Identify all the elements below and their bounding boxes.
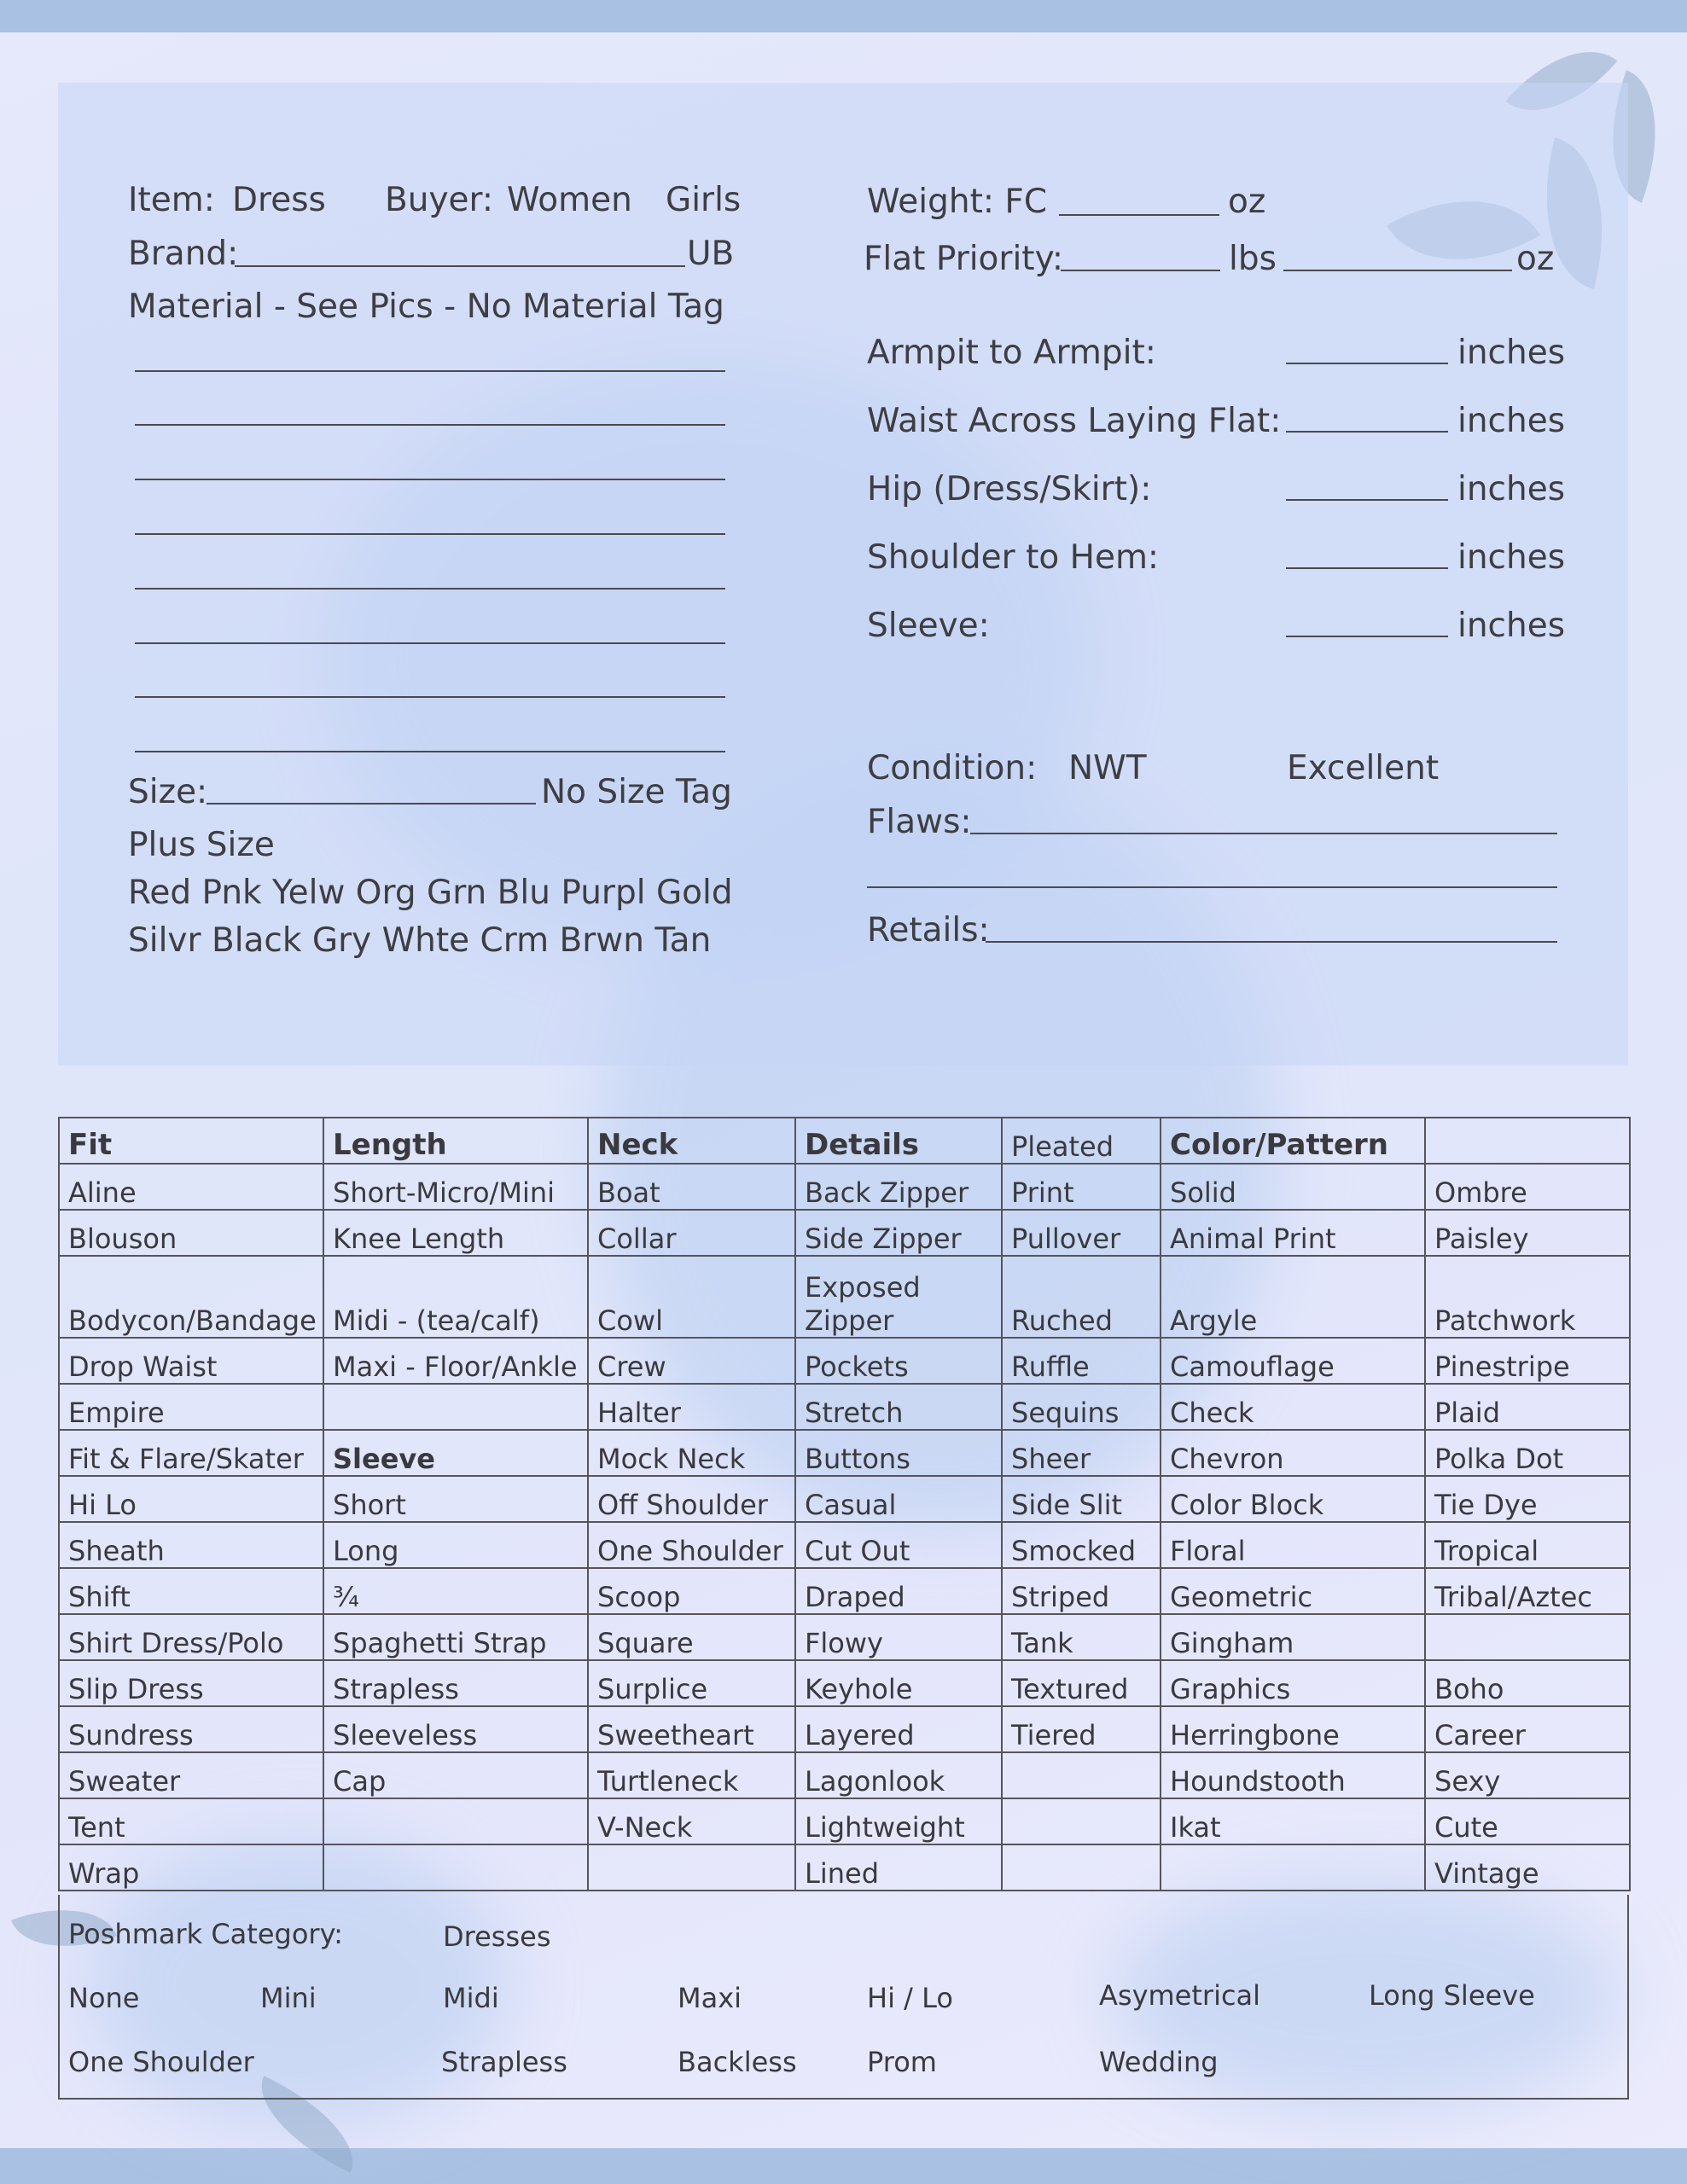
table-cell: Layered bbox=[795, 1706, 1002, 1752]
table-row bbox=[59, 1798, 1630, 1844]
brand-field-line[interactable] bbox=[235, 265, 685, 267]
table-row bbox=[59, 1844, 1630, 1891]
weight-field-line[interactable] bbox=[1059, 214, 1219, 216]
table-row bbox=[59, 1430, 1630, 1476]
table-cell: Mock Neck bbox=[588, 1430, 795, 1476]
material-line[interactable] bbox=[135, 479, 725, 480]
category-backless[interactable]: Backless bbox=[678, 2046, 797, 2078]
table-cell: Short-Micro/Mini bbox=[323, 1164, 588, 1210]
header-cell: Length bbox=[323, 1118, 588, 1164]
item-label: Item: bbox=[128, 181, 215, 219]
table-cell: Slip Dress bbox=[59, 1660, 323, 1706]
category-midi[interactable]: Midi bbox=[443, 1982, 499, 2014]
table-cell bbox=[323, 1384, 588, 1430]
table-cell bbox=[1002, 1844, 1161, 1891]
measure-field-line[interactable] bbox=[1286, 567, 1448, 569]
table-cell: Pullover bbox=[1002, 1210, 1161, 1256]
flaws-field-line[interactable] bbox=[970, 833, 1557, 834]
table-cell: Sundress bbox=[59, 1706, 323, 1752]
table-cell: Shift bbox=[59, 1568, 323, 1614]
material-line[interactable] bbox=[135, 533, 725, 535]
table-cell: Crew bbox=[588, 1338, 795, 1384]
measure-unit: inches bbox=[1457, 402, 1566, 440]
table-row bbox=[59, 1614, 1630, 1660]
table-cell: Solid bbox=[1161, 1164, 1425, 1210]
table-cell: Career bbox=[1425, 1706, 1630, 1752]
table-cell: Bodycon/Bandage bbox=[59, 1256, 323, 1338]
table-cell: Graphics bbox=[1161, 1660, 1425, 1706]
colors-line-2: Silvr Black Gry Whte Crm Brwn Tan bbox=[128, 921, 712, 960]
table-cell: Keyhole bbox=[795, 1660, 1002, 1706]
table-cell: Print bbox=[1002, 1164, 1161, 1210]
table-cell: Lagonlook bbox=[795, 1752, 1002, 1798]
header-cell bbox=[1425, 1118, 1630, 1164]
table-header-row bbox=[59, 1118, 1630, 1164]
flaws-field-line-2[interactable] bbox=[867, 886, 1557, 888]
table-row bbox=[59, 1706, 1630, 1752]
table-cell: Short bbox=[323, 1476, 588, 1522]
retails-label: Retails: bbox=[867, 911, 990, 950]
table-cell: Drop Waist bbox=[59, 1338, 323, 1384]
condition-label: Condition: bbox=[867, 749, 1038, 787]
table-cell: Side Zipper bbox=[795, 1210, 1002, 1256]
category-prom[interactable]: Prom bbox=[867, 2046, 937, 2078]
table-cell: Tent bbox=[59, 1798, 323, 1844]
top-band bbox=[0, 0, 1687, 32]
sleeve-subheader: Sleeve bbox=[323, 1430, 588, 1476]
measure-field-line[interactable] bbox=[1286, 363, 1448, 364]
table-cell bbox=[323, 1844, 588, 1891]
table-cell: Wrap bbox=[59, 1844, 323, 1891]
retails-field-line[interactable] bbox=[986, 941, 1557, 943]
table-row bbox=[59, 1568, 1630, 1614]
table-cell: Sweater bbox=[59, 1752, 323, 1798]
flat-lbs: lbs bbox=[1229, 240, 1277, 278]
table-cell: Cowl bbox=[588, 1256, 795, 1338]
table-cell: Tiered bbox=[1002, 1706, 1161, 1752]
table-cell: Sleeveless bbox=[323, 1706, 588, 1752]
table-cell: Lightweight bbox=[795, 1798, 1002, 1844]
material-label: Material - See Pics - No Material Tag bbox=[128, 288, 724, 326]
plus-size: Plus Size bbox=[128, 826, 275, 864]
table-cell: Gingham bbox=[1161, 1614, 1425, 1660]
measure-field-line[interactable] bbox=[1286, 499, 1448, 501]
table-cell: Hi Lo bbox=[59, 1476, 323, 1522]
measure-unit: inches bbox=[1457, 334, 1566, 372]
table-cell: Tropical bbox=[1425, 1522, 1630, 1568]
material-line[interactable] bbox=[135, 588, 725, 590]
table-cell: Polka Dot bbox=[1425, 1430, 1630, 1476]
table-cell bbox=[323, 1798, 588, 1844]
measure-label: Hip (Dress/Skirt): bbox=[867, 470, 1152, 508]
weight-oz: oz bbox=[1228, 183, 1266, 221]
buyer-girls: Girls bbox=[666, 181, 742, 219]
table-cell: Buttons bbox=[795, 1430, 1002, 1476]
table-cell: Ikat bbox=[1161, 1798, 1425, 1844]
table-cell: Shirt Dress/Polo bbox=[59, 1614, 323, 1660]
table-cell: Stretch bbox=[795, 1384, 1002, 1430]
condition-nwt: NWT bbox=[1068, 749, 1147, 787]
table-cell: V-Neck bbox=[588, 1798, 795, 1844]
condition-excellent: Excellent bbox=[1287, 749, 1440, 787]
measure-label: Shoulder to Hem: bbox=[867, 538, 1160, 577]
table-cell: Boho bbox=[1425, 1660, 1630, 1706]
info-panel bbox=[58, 83, 1628, 1066]
table-cell: Empire bbox=[59, 1384, 323, 1430]
table-cell: Lined bbox=[795, 1844, 1002, 1891]
table-cell: Draped bbox=[795, 1568, 1002, 1614]
table-row bbox=[59, 1476, 1630, 1522]
poshmark-category-box bbox=[58, 1895, 1629, 2100]
table-cell: Argyle bbox=[1161, 1256, 1425, 1338]
table-cell bbox=[1002, 1798, 1161, 1844]
measure-field-line[interactable] bbox=[1286, 636, 1448, 637]
table-cell: Patchwork bbox=[1425, 1256, 1630, 1338]
poshmark-label: Poshmark Category: bbox=[68, 1918, 343, 1950]
measure-field-line[interactable] bbox=[1286, 431, 1448, 433]
category-mini[interactable]: Mini bbox=[260, 1982, 317, 2014]
table-cell bbox=[1161, 1844, 1425, 1891]
category-one-shoulder[interactable]: One Shoulder bbox=[68, 2046, 254, 2078]
table-cell: Vintage bbox=[1425, 1844, 1630, 1891]
table-row bbox=[59, 1752, 1630, 1798]
measure-label: Waist Across Laying Flat: bbox=[867, 402, 1282, 440]
table-cell: Sequins bbox=[1002, 1384, 1161, 1430]
table-row bbox=[59, 1256, 1630, 1338]
size-label: Size: bbox=[128, 773, 208, 811]
size-suffix: No Size Tag bbox=[541, 773, 732, 811]
table-cell: Exposed Zipper bbox=[795, 1256, 1002, 1338]
material-line[interactable] bbox=[135, 424, 725, 426]
table-cell: ¾ bbox=[323, 1568, 588, 1614]
table-cell: Side Slit bbox=[1002, 1476, 1161, 1522]
measure-label: Armpit to Armpit: bbox=[867, 334, 1156, 372]
table-row bbox=[59, 1164, 1630, 1210]
table-cell bbox=[1425, 1614, 1630, 1660]
table-cell bbox=[588, 1844, 795, 1891]
table-cell: Tie Dye bbox=[1425, 1476, 1630, 1522]
material-line[interactable] bbox=[135, 751, 725, 752]
category-asymetrical[interactable]: Asymetrical bbox=[1099, 1979, 1261, 2012]
table-cell: Floral bbox=[1161, 1522, 1425, 1568]
buyer-women: Women bbox=[507, 181, 632, 219]
table-cell: Fit & Flare/Skater bbox=[59, 1430, 323, 1476]
table-row bbox=[59, 1522, 1630, 1568]
table-cell: Scoop bbox=[588, 1568, 795, 1614]
table-cell: Cap bbox=[323, 1752, 588, 1798]
table-row bbox=[59, 1210, 1630, 1256]
table-cell: Long bbox=[323, 1522, 588, 1568]
measure-unit: inches bbox=[1457, 538, 1566, 577]
table-cell: Houndstooth bbox=[1161, 1752, 1425, 1798]
table-cell: Striped bbox=[1002, 1568, 1161, 1614]
brand-suffix: UB bbox=[687, 235, 735, 273]
size-field-line[interactable] bbox=[207, 803, 536, 804]
table-cell: Midi - (tea/calf) bbox=[323, 1256, 588, 1338]
header-cell: Neck bbox=[588, 1118, 795, 1164]
table-cell: Flowy bbox=[795, 1614, 1002, 1660]
table-cell: Sheer bbox=[1002, 1430, 1161, 1476]
table-cell: Chevron bbox=[1161, 1430, 1425, 1476]
table-cell: Sweetheart bbox=[588, 1706, 795, 1752]
colors-line-1: Red Pnk Yelw Org Grn Blu Purpl Gold bbox=[128, 874, 733, 912]
header-cell: Pleated bbox=[1002, 1118, 1161, 1164]
table-cell: Surplice bbox=[588, 1660, 795, 1706]
flat-oz: oz bbox=[1516, 240, 1555, 278]
weight-label: Weight: FC bbox=[867, 183, 1048, 221]
table-cell: Turtleneck bbox=[588, 1752, 795, 1798]
header-cell: Color/Pattern bbox=[1161, 1118, 1425, 1164]
flat-lbs-field-line[interactable] bbox=[1061, 270, 1220, 271]
flat-oz-field-line[interactable] bbox=[1283, 270, 1512, 271]
table-cell: Textured bbox=[1002, 1660, 1161, 1706]
table-cell: Ombre bbox=[1425, 1164, 1630, 1210]
category-wedding[interactable]: Wedding bbox=[1099, 2046, 1219, 2078]
category-long-sleeve[interactable]: Long Sleeve bbox=[1369, 1979, 1535, 2012]
material-line[interactable] bbox=[135, 696, 725, 698]
table-cell: Color Block bbox=[1161, 1476, 1425, 1522]
table-cell: Tribal/Aztec bbox=[1425, 1568, 1630, 1614]
header-cell: Details bbox=[795, 1118, 1002, 1164]
table-cell: One Shoulder bbox=[588, 1522, 795, 1568]
header-cell: Fit bbox=[59, 1118, 323, 1164]
table-cell: Herringbone bbox=[1161, 1706, 1425, 1752]
table-cell: Animal Print bbox=[1161, 1210, 1425, 1256]
table-cell: Collar bbox=[588, 1210, 795, 1256]
table-cell: Halter bbox=[588, 1384, 795, 1430]
table-cell: Boat bbox=[588, 1164, 795, 1210]
table-cell: Maxi - Floor/Ankle bbox=[323, 1338, 588, 1384]
table-cell: Sheath bbox=[59, 1522, 323, 1568]
measure-label: Sleeve: bbox=[867, 607, 990, 645]
table-cell: Plaid bbox=[1425, 1384, 1630, 1430]
measure-unit: inches bbox=[1457, 470, 1566, 508]
table-row bbox=[59, 1660, 1630, 1706]
table-cell: Ruched bbox=[1002, 1256, 1161, 1338]
measure-unit: inches bbox=[1457, 607, 1566, 645]
table-cell: Casual bbox=[795, 1476, 1002, 1522]
category-strapless[interactable]: Strapless bbox=[441, 2046, 567, 2078]
brand-label: Brand: bbox=[128, 235, 239, 273]
table-cell: Check bbox=[1161, 1384, 1425, 1430]
material-line[interactable] bbox=[135, 370, 725, 372]
material-line[interactable] bbox=[135, 642, 725, 644]
item-value: Dress bbox=[232, 181, 326, 219]
table-cell: Cute bbox=[1425, 1798, 1630, 1844]
table-cell: Back Zipper bbox=[795, 1164, 1002, 1210]
table-cell: Paisley bbox=[1425, 1210, 1630, 1256]
flat-priority-label: Flat Priority: bbox=[864, 240, 1063, 278]
category-maxi[interactable]: Maxi bbox=[678, 1982, 742, 2014]
category-none[interactable]: None bbox=[68, 1982, 140, 2014]
table-cell: Spaghetti Strap bbox=[323, 1614, 588, 1660]
table-cell: Cut Out bbox=[795, 1522, 1002, 1568]
buyer-label: Buyer: bbox=[385, 181, 494, 219]
category-dresses[interactable]: Dresses bbox=[443, 1920, 551, 1953]
table-cell: Smocked bbox=[1002, 1522, 1161, 1568]
table-row bbox=[59, 1338, 1630, 1384]
table-cell: Pinestripe bbox=[1425, 1338, 1630, 1384]
bottom-band bbox=[0, 2148, 1687, 2184]
table-cell: Blouson bbox=[59, 1210, 323, 1256]
table-cell: Aline bbox=[59, 1164, 323, 1210]
flaws-label: Flaws: bbox=[867, 803, 972, 841]
table-cell: Sexy bbox=[1425, 1752, 1630, 1798]
table-cell: Square bbox=[588, 1614, 795, 1660]
category-hi-lo[interactable]: Hi / Lo bbox=[867, 1982, 953, 2014]
table-cell: Ruffle bbox=[1002, 1338, 1161, 1384]
table-cell: Camouflage bbox=[1161, 1338, 1425, 1384]
table-cell: Knee Length bbox=[323, 1210, 588, 1256]
table-cell: Strapless bbox=[323, 1660, 588, 1706]
table-cell: Tank bbox=[1002, 1614, 1161, 1660]
table-cell: Pockets bbox=[795, 1338, 1002, 1384]
table-row bbox=[59, 1384, 1630, 1430]
table-cell: Off Shoulder bbox=[588, 1476, 795, 1522]
attributes-table bbox=[58, 1117, 1631, 1891]
table-cell: Geometric bbox=[1161, 1568, 1425, 1614]
table-cell bbox=[1002, 1752, 1161, 1798]
